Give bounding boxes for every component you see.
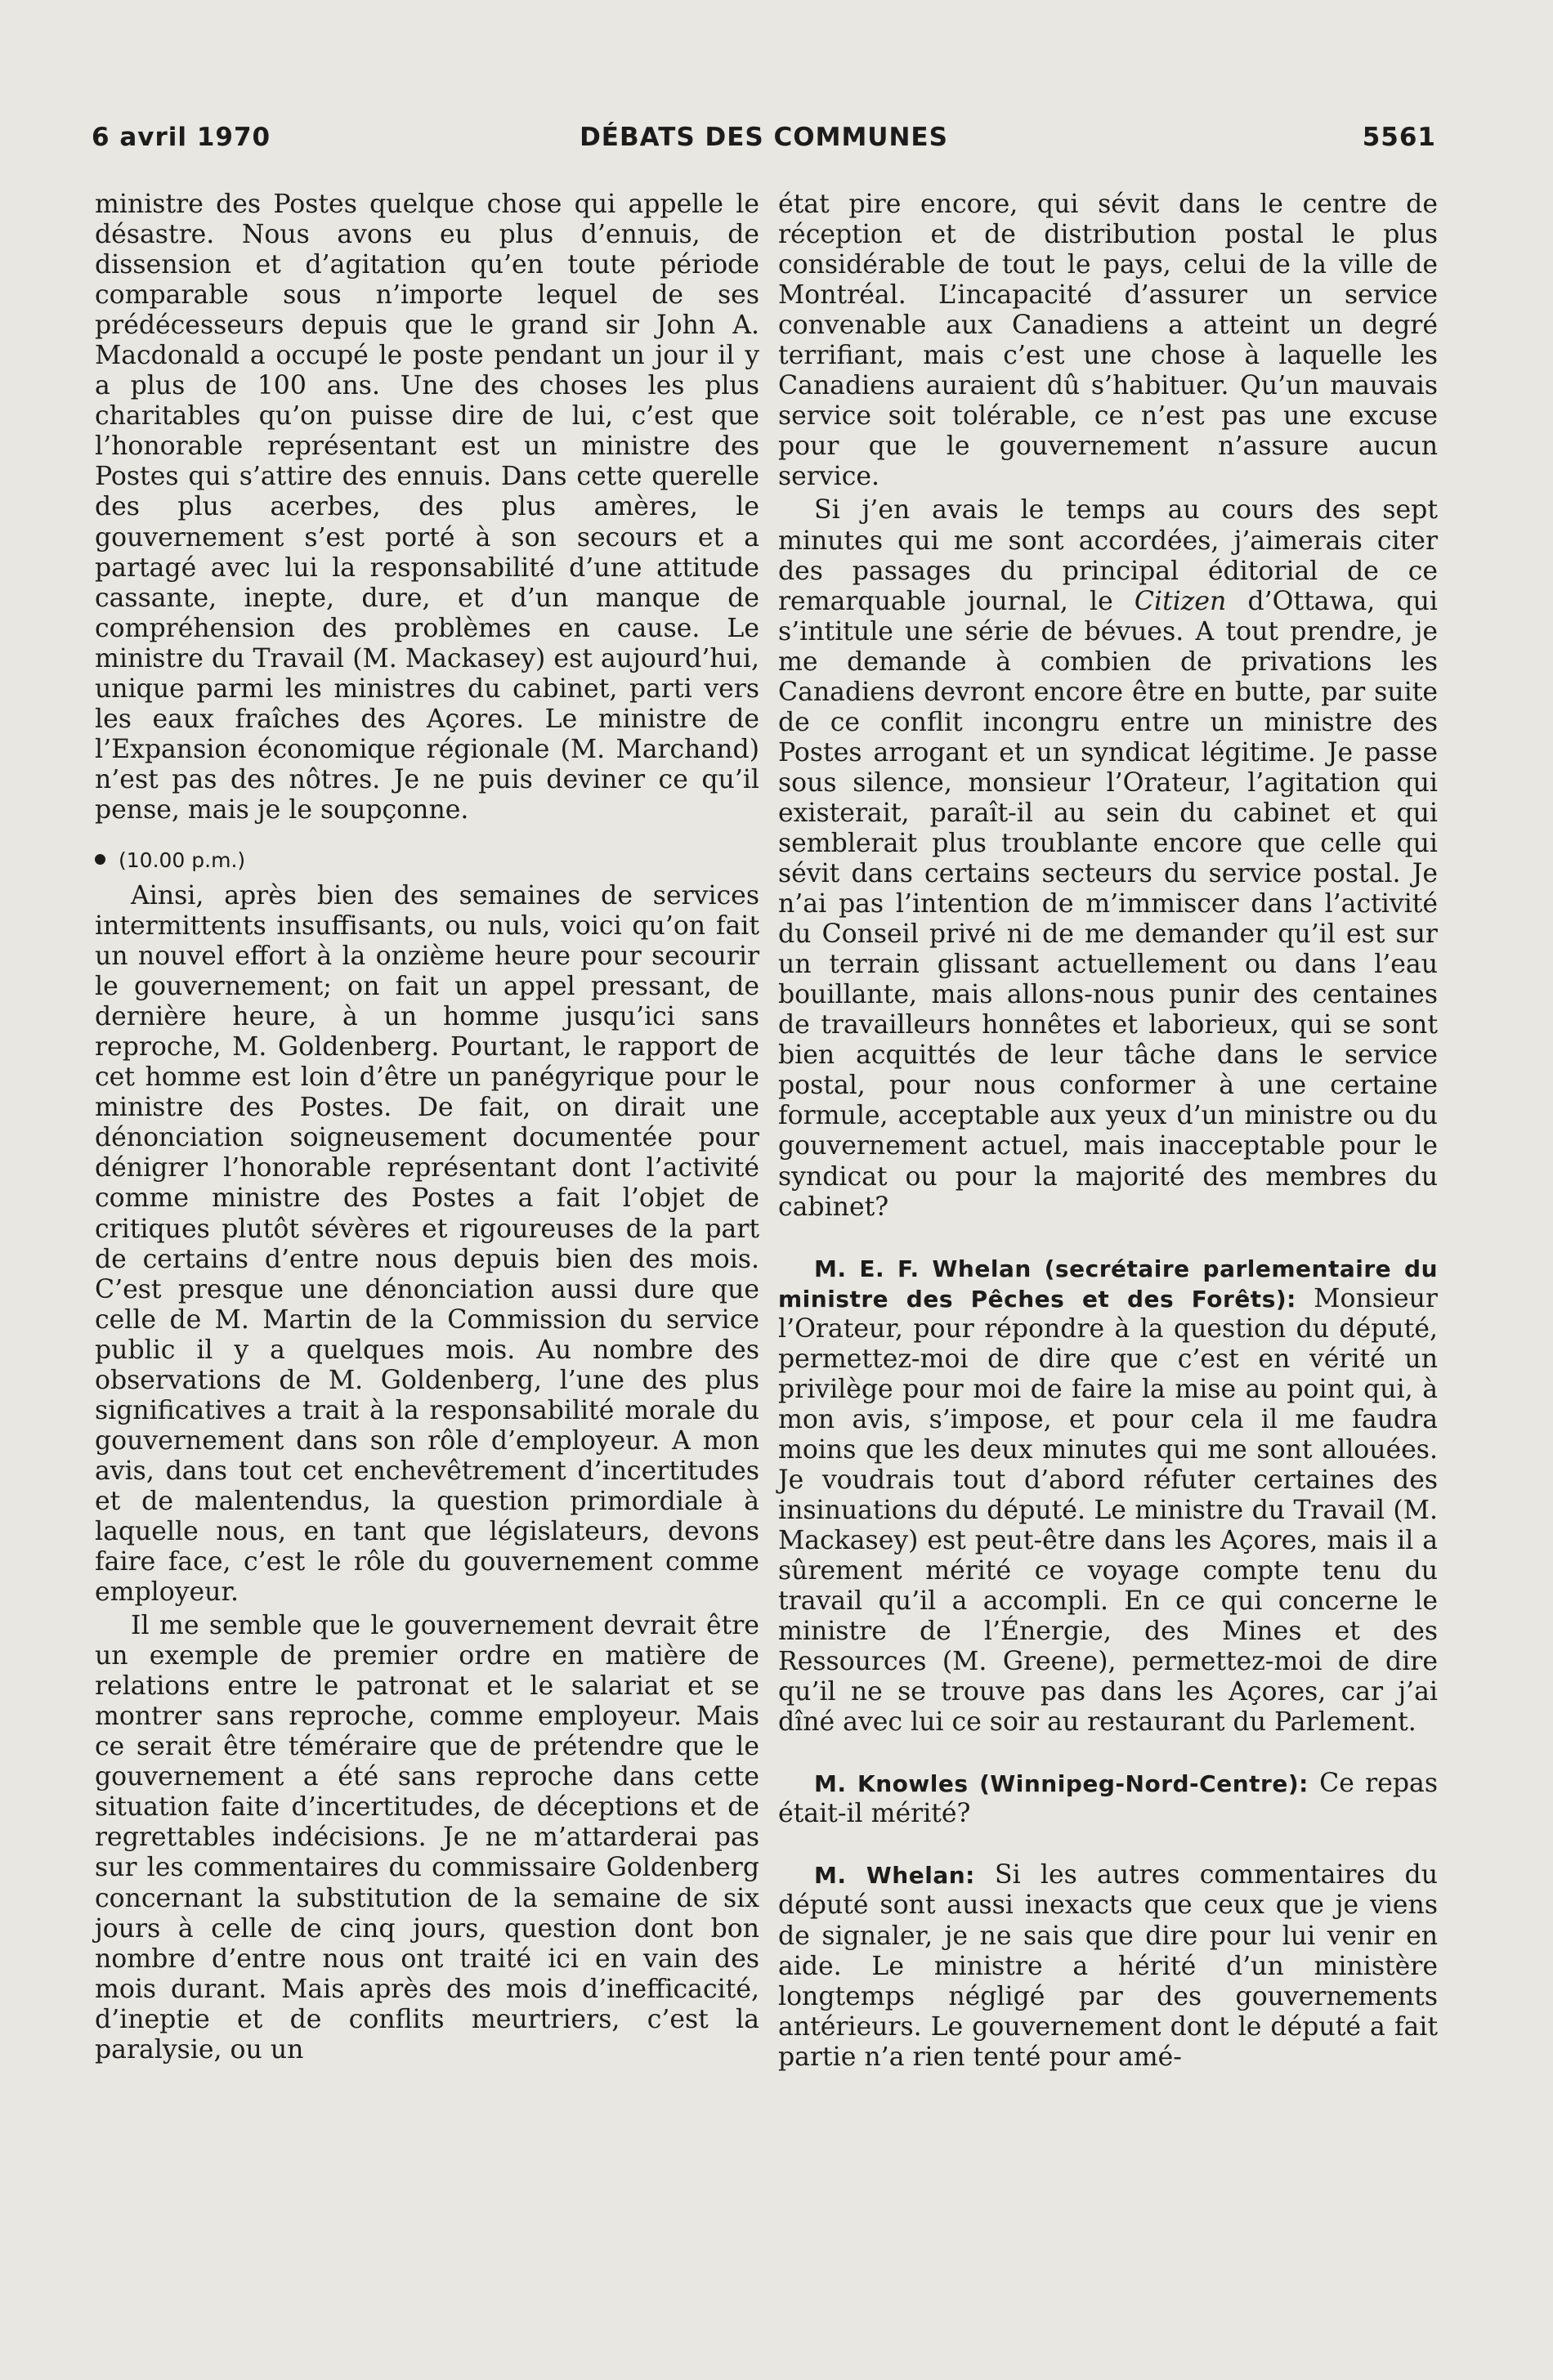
time-marker-text: (10.00 p.m.) xyxy=(119,848,246,872)
bullet-icon xyxy=(95,854,105,865)
page-number: 5561 xyxy=(1362,123,1436,152)
left-paragraph-1: ministre des Postes quelque chose qui appelle le désastre. Nous avons eu plus d’ennuis, de dissension et d’agitation qu’en toute période comparable sous n’importe lequel de ses prédécesseurs depuis que le grand sir John A. Macdonald a occupé le poste pendant un jour il y a plus de 100 ans. Une des choses les plus charitables qu’on puisse dire de lui, c’est que l’honorable représentant est un ministre des Postes qui s’attire des ennuis. Dans cette querelle des plus acerbes, des plus amères, le gouvernement s’est porté à son secours et a partagé avec lui la responsabilité d’une attitude cassante, inepte, dure, et d’un manque de compréhension des problèmes en cause. Le ministre du Travail (M. Mackasey) est aujourd’hui, unique parmi les ministres du cabinet, parti vers les eaux fraîches des Açores. Le ministre de l’Expansion économique régionale (M. Marchand) n’est pas des nôtres. Je ne puis deviner ce qu’il pense, mais je le soupçonne. xyxy=(95,190,759,825)
speech-whelan-2-text: Si les autres commentaires du député sont aussi inexacts que ceux que je viens de signaler, je ne sais que dire pour lui venir en aide. Le ministre a hérité d’un ministère longtemps négligé par des gouvernements antérieurs. Le gouvernement dont le député a fait partie n’a rien tenté pour amé- xyxy=(778,1860,1439,2072)
speech-whelan-2 xyxy=(778,1860,1438,2072)
speech-whelan-1 xyxy=(778,1254,1438,1738)
speaker-whelan: M. Whelan: xyxy=(814,1862,975,1890)
speaker-knowles: M. Knowles (Winnipeg-Nord-Centre): xyxy=(814,1770,1309,1798)
right-column xyxy=(778,190,1438,2073)
header-title: DÉBATS DES COMMUNES xyxy=(580,123,948,152)
right-paragraph-2-start: Si j’en avais le temps au cours des sept minutes qui me sont accordées, j’aimerais citer des passages du principal éditorial de ce remarquable journal, le xyxy=(778,495,1438,616)
left-paragraph-2: Ainsi, après bien des semaines de services intermittents insuffisants, ou nuls, voici qu’on fait un nouvel effort à la onzième heure pour secourir le gouvernement; on fait un appel pressant, de dernière heure, à un homme jusqu’ici sans reproche, M. Goldenberg. Pourtant, le rapport de cet homme est loin d’être un panégyrique pour le ministre des Postes. De fait, on dirait une dénonciation soigneusement documentée pour dénigrer l’honorable représentant dont l’activité comme ministre des Postes a fait l’objet de critiques plutôt sévères et rigoureuses de la part de certains d’entre nous depuis bien des mois. C’est presque une dénonciation aussi dure que celle de M. Martin de la Commission du service public il y a quelques mois. Au nombre des observations de M. Goldenberg, l’une des plus significatives a trait à la responsabilité morale du gouvernement dans son rôle d’employeur. A mon avis, dans tout cet enchevêtrement d’incertitudes et de malentendus, la question primordiale à laquelle nous, en tant que législateurs, devons faire face, c’est le rôle du gouvernement comme employeur. xyxy=(95,880,759,1608)
right-paragraph-2-end: d’Ottawa, qui s’intitule une série de bévues. A tout prendre, je me demande à combien de privations les Canadiens devront encore être en butte, par suite de ce conflit incongru entre un ministre des Postes arrogant et un syndicat légitime. Je passe sous silence, monsieur l’Orateur, l’agitation qui existerait, paraît-il au sein du cabinet et qui semblerait plus troublante encore que celle qui sévit dans certains secteurs du service postal. Je n’ai pas l’intention de m’immiscer dans l’activité du Conseil privé ni de me demander qu’il est sur un terrain glissant actuellement ou dans l’eau bouillante, mais allons-nous punir des centaines de travailleurs honnêtes et laborieux, qui se sont bien acquittés de leur tâche dans le service postal, pour nous conformer à une certaine formule, acceptable aux yeux d’un ministre ou du gouvernement actuel, mais inacceptable pour le syndicat ou pour la majorité des membres du cabinet? xyxy=(778,586,1438,1222)
left-column xyxy=(95,190,759,2065)
speech-knowles-text: Ce repas était-il mérité? xyxy=(778,1769,1438,1829)
right-paragraph-1: état pire encore, qui sévit dans le centre de réception et de distribution postal le plus considérable de tout le pays, celui de la ville de Montréal. L’incapacité d’assurer un service convenable aux Canadiens a atteint un degré terrifiant, mais c’est une chose à laquelle les Canadiens auraient dû s’habituer. Qu’un mauvais service soit tolérable, ce n’est pas une excuse pour que le gouvernement n’assure aucun service. xyxy=(778,190,1438,492)
speaker-whelan-full: M. E. F. Whelan (secrétaire parlementaire du ministre des Pêches et des Forêts): xyxy=(778,1255,1438,1313)
time-marker xyxy=(95,848,759,873)
speech-whelan-1-text: Monsieur l’Orateur, pour répondre à la question du député, permettez-moi de dire que c’est en vérité un privilège pour moi de faire la mise au point qui, à mon avis, s’impose, et pour cela il me faudra moins que les deux minutes qui me sont allouées. Je voudrais tout d’abord réfuter certaines des insinuations du député. Le ministre du Travail (M. Mackasey) est peut-être dans les Açores, mais il a sûrement mérité ce voyage compte tenu du travail qu’il a accompli. En ce qui concerne le ministre de l’Énergie, des Mines et des Ressources (M. Greene), permettez-moi de dire qu’il ne se trouve pas dans les Açores, car j’ai dîné avec lui ce soir au restaurant du Parlement. xyxy=(778,1283,1438,1738)
header-date: 6 avril 1970 xyxy=(92,123,271,152)
speech-knowles xyxy=(778,1769,1438,1829)
right-paragraph-2 xyxy=(778,495,1438,1222)
running-head xyxy=(92,123,1436,162)
left-paragraph-3: Il me semble que le gouvernement devrait être un exemple de premier ordre en matière de relations entre le patronat et le salariat et se montrer sans reproche, comme employeur. Mais ce serait être téméraire que de prétendre que le gouvernement a été sans reproche dans cette situation faite d’incertitudes, de déceptions et de regrettables indécisions. Je ne m’attarderai pas sur les commentaires du commissaire Goldenberg concernant la substitution de la semaine de six jours à celle de cinq jours, question dont bon nombre d’entre nous ont traité ici en vain des mois durant. Mais après des mois d’inefficacité, d’ineptie et de conflits meurtriers, c’est la paralysie, ou un xyxy=(95,1611,759,2065)
newspaper-title: Citizen xyxy=(1134,586,1227,616)
